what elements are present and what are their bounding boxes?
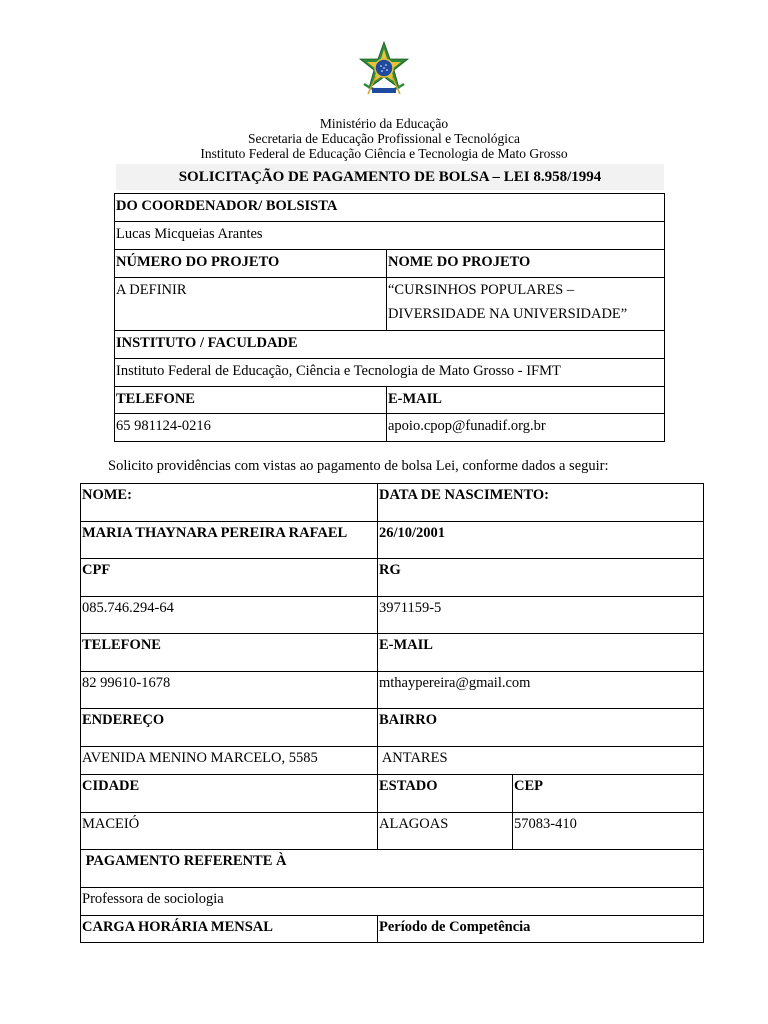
project-name-field[interactable] xyxy=(387,278,665,331)
beneficiary-name-label: NOME: xyxy=(81,484,378,522)
coordinator-email-field[interactable]: apoio.cpop@funadif.org.br xyxy=(387,414,665,442)
payment-reference-field[interactable]: Professora de sociologia xyxy=(81,888,704,916)
coordinator-label: DO COORDENADOR/ BOLSISTA xyxy=(115,194,665,222)
workload-label: CARGA HORÁRIA MENSAL xyxy=(81,916,378,943)
header-institute: Instituto Federal de Educação Ciência e Tecnologia de Mato Grosso xyxy=(200,146,568,161)
form-title: SOLICITAÇÃO DE PAGAMENTO DE BOLSA – LEI 8.958/1994 xyxy=(116,164,664,190)
beneficiary-email-label: E-MAIL xyxy=(378,634,704,672)
birth-date-label: DATA DE NASCIMENTO: xyxy=(378,484,704,522)
period-label: Período de Competência xyxy=(378,916,704,943)
cpf-label: CPF xyxy=(81,559,378,597)
state-label: ESTADO xyxy=(378,775,513,813)
rg-label: RG xyxy=(378,559,704,597)
project-name-line2: DIVERSIDADE NA UNIVERSIDADE” xyxy=(388,306,628,322)
rg-field[interactable]: 3971159-5 xyxy=(378,597,704,634)
brazil-coat-of-arms-emblem xyxy=(356,40,412,100)
address-label: ENDEREÇO xyxy=(81,709,378,747)
coordinator-phone-field[interactable]: 65 981124-0216 xyxy=(115,414,387,442)
beneficiary-name-field[interactable]: MARIA THAYNARA PEREIRA RAFAEL xyxy=(81,522,378,559)
payment-reference-label: PAGAMENTO REFERENTE À xyxy=(81,850,704,888)
cep-field[interactable]: 57083-410 xyxy=(513,813,704,850)
institute-label: INSTITUTO / FACULDADE xyxy=(115,331,665,359)
header-secretariat: Secretaria de Educação Profissional e Tecnológica xyxy=(247,131,521,146)
project-name-label: NOME DO PROJETO xyxy=(387,250,665,278)
state-field[interactable]: ALAGOAS xyxy=(378,813,513,850)
intro-text: Solicito providências com vistas ao pagamento de bolsa Lei, conforme dados a seguir: xyxy=(108,458,609,474)
beneficiary-email-field[interactable]: mthaypereira@gmail.com xyxy=(378,672,704,709)
beneficiary-table xyxy=(80,483,704,943)
address-field[interactable]: AVENIDA MENINO MARCELO, 5585 xyxy=(81,747,378,775)
coordinator-phone-label: TELEFONE xyxy=(115,387,387,414)
district-label: BAIRRO xyxy=(378,709,704,747)
city-field[interactable]: MACEIÓ xyxy=(81,813,378,850)
header-ministry: Ministério da Educação xyxy=(319,116,449,131)
city-label: CIDADE xyxy=(81,775,378,813)
beneficiary-phone-field[interactable]: 82 99610-1678 xyxy=(81,672,378,709)
project-number-field[interactable]: A DEFINIR xyxy=(115,278,387,331)
cep-label: CEP xyxy=(513,775,704,813)
project-name-line1: “CURSINHOS POPULARES – xyxy=(388,282,575,298)
coordinator-email-label: E-MAIL xyxy=(387,387,665,414)
birth-date-field[interactable]: 26/10/2001 xyxy=(378,522,704,559)
coordinator-name-field[interactable]: Lucas Micqueias Arantes xyxy=(115,222,665,250)
district-field[interactable]: ANTARES xyxy=(378,747,704,775)
institute-field[interactable]: Instituto Federal de Educação, Ciência e Tecnologia de Mato Grosso - IFMT xyxy=(115,359,665,387)
project-number-label: NÚMERO DO PROJETO xyxy=(115,250,387,278)
coordinator-table xyxy=(114,193,665,442)
beneficiary-phone-label: TELEFONE xyxy=(81,634,378,672)
cpf-field[interactable]: 085.746.294-64 xyxy=(81,597,378,634)
